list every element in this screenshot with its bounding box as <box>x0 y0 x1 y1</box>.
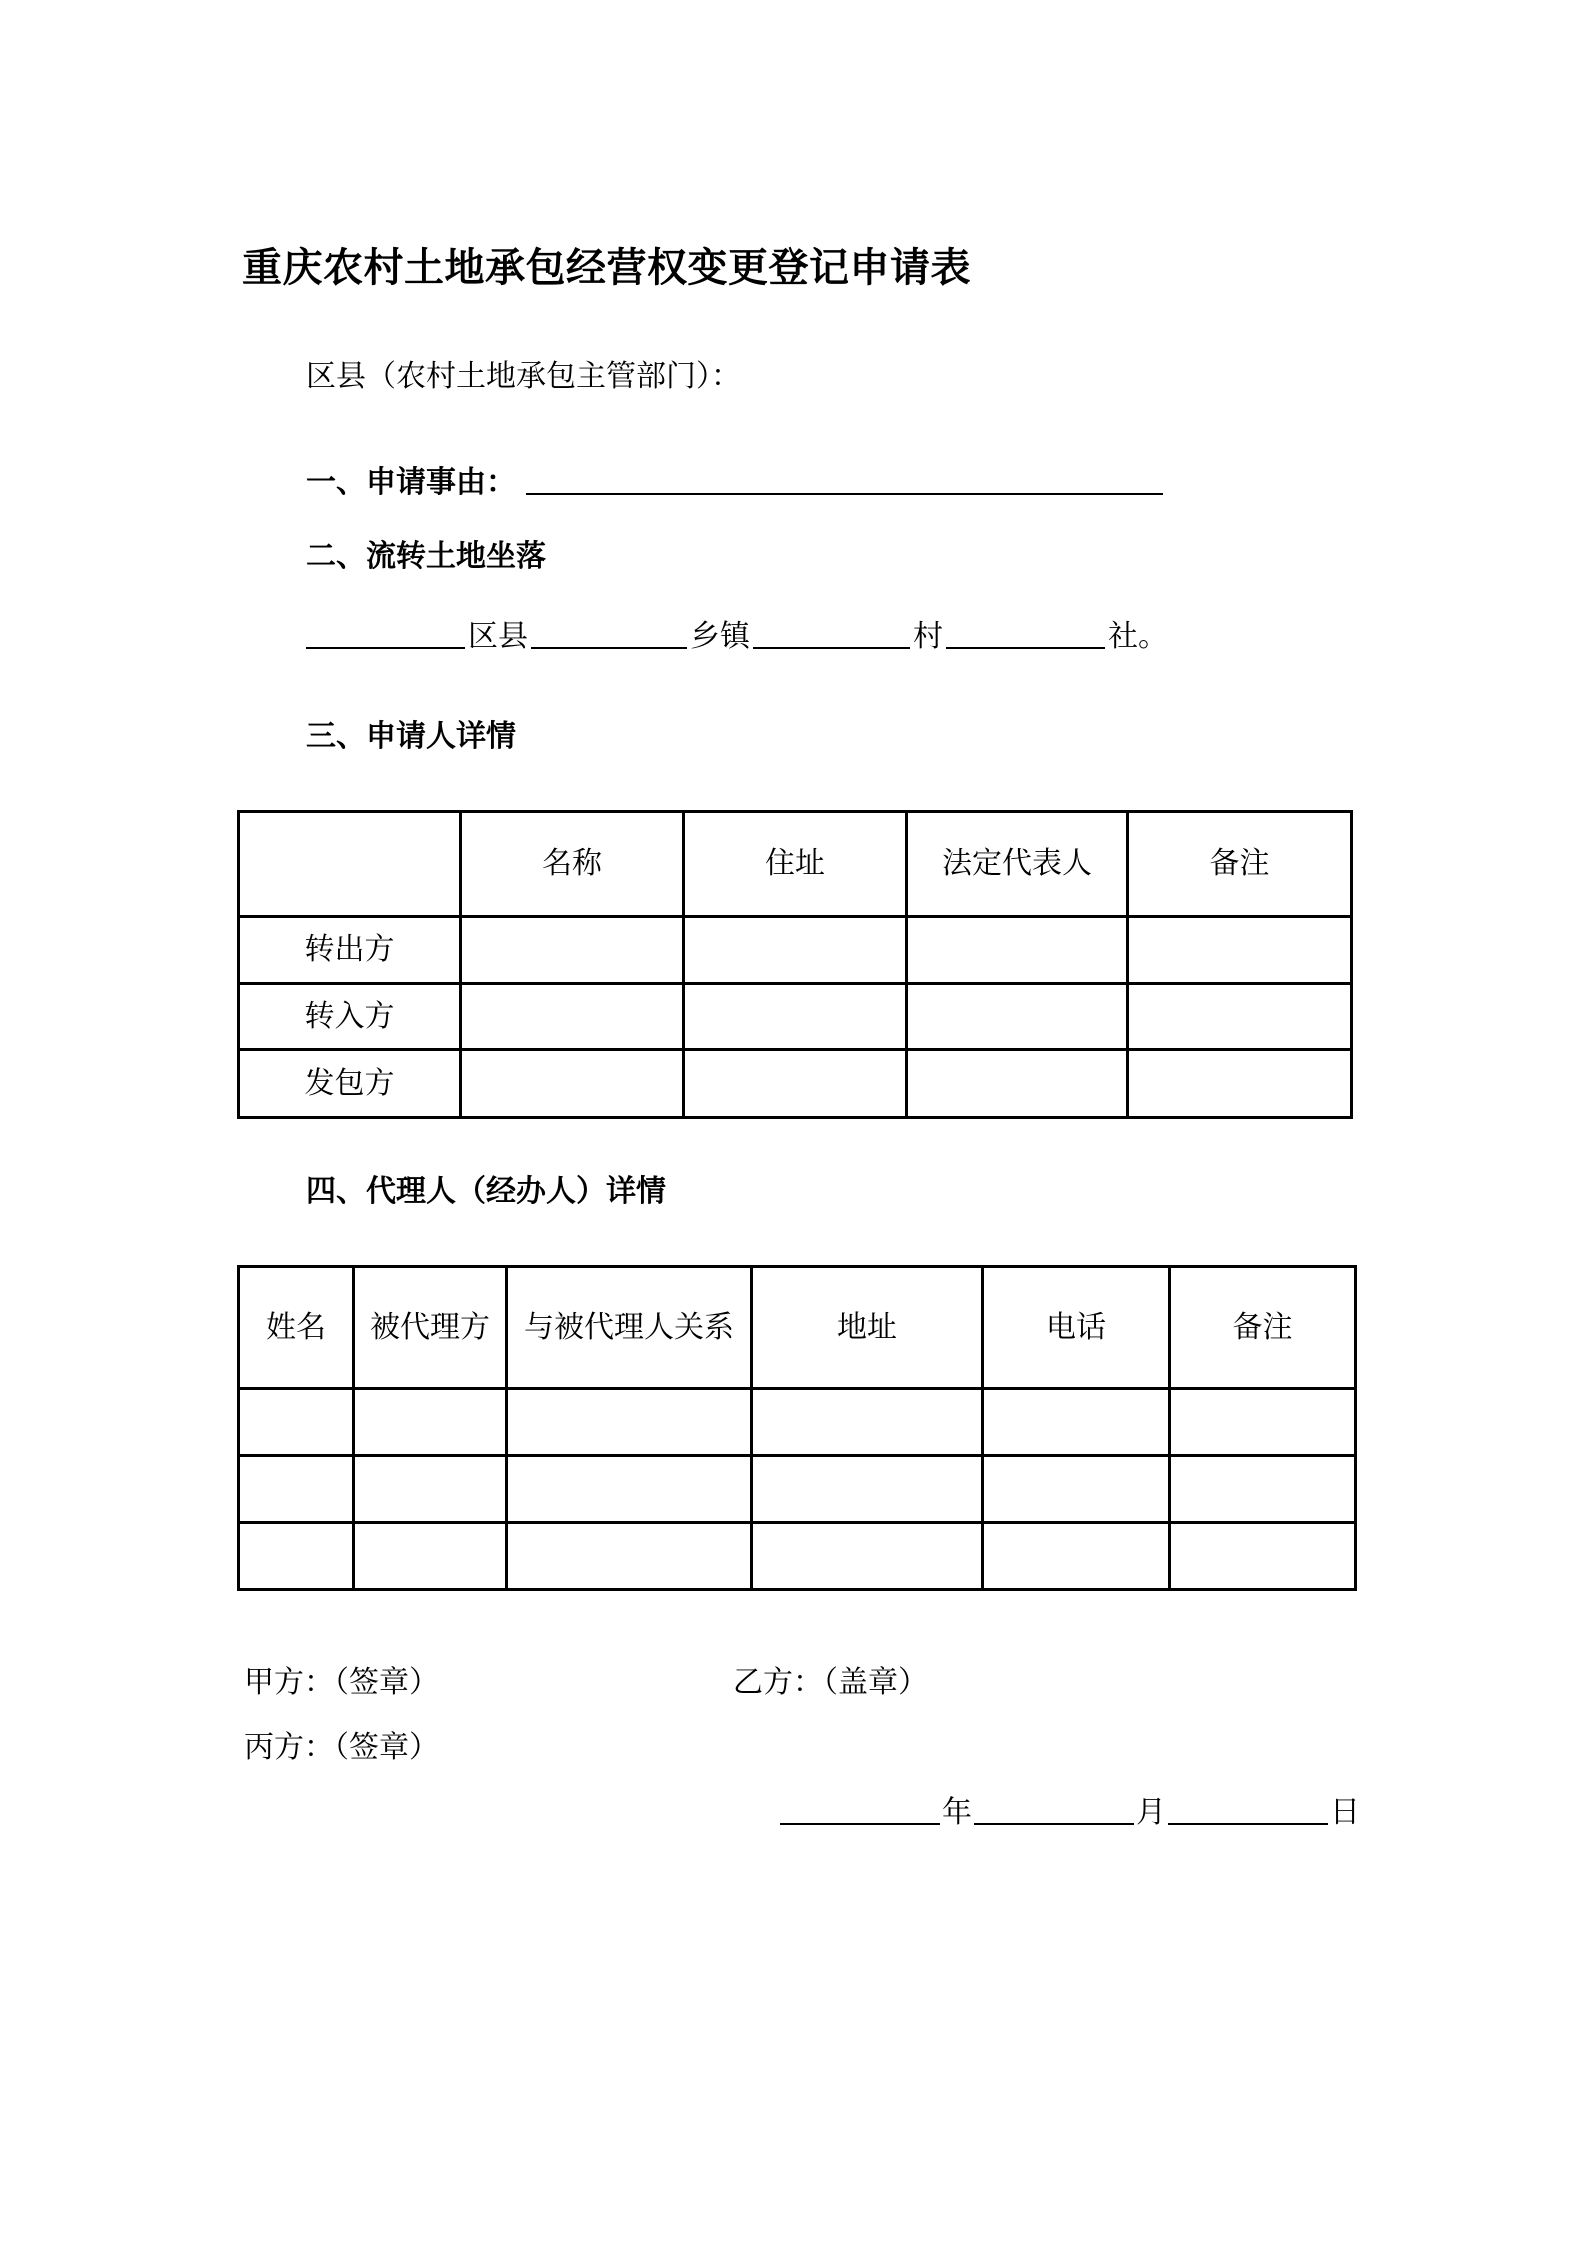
table-cell[interactable] <box>684 984 907 1050</box>
table-cell[interactable] <box>239 1456 354 1523</box>
location-row <box>306 619 1168 655</box>
table-row <box>239 1523 1356 1590</box>
table-cell[interactable] <box>907 917 1128 984</box>
table-cell[interactable] <box>354 1523 507 1590</box>
column-header-legal-rep: 法定代表人 <box>907 812 1128 917</box>
applicant-table <box>237 810 1353 1119</box>
table-cell[interactable] <box>752 1389 983 1456</box>
table-cell[interactable] <box>1128 917 1352 984</box>
table-row <box>239 1389 1356 1456</box>
table-cell[interactable] <box>983 1389 1170 1456</box>
agent-table <box>237 1265 1357 1591</box>
table-cell[interactable] <box>1128 984 1352 1050</box>
township-label: 乡镇 <box>690 620 750 653</box>
column-header-name: 名称 <box>461 812 684 917</box>
column-header-relationship: 与被代理人关系 <box>507 1267 752 1389</box>
agent-header-row <box>239 1267 1356 1389</box>
table-cell[interactable] <box>1128 1050 1352 1118</box>
column-header-name: 姓名 <box>239 1267 354 1389</box>
column-header-principal: 被代理方 <box>354 1267 507 1389</box>
table-cell[interactable] <box>507 1523 752 1590</box>
community-input[interactable] <box>946 619 1105 649</box>
table-cell[interactable] <box>752 1523 983 1590</box>
year-input[interactable] <box>780 1795 940 1825</box>
community-label: 社。 <box>1108 620 1168 653</box>
table-cell[interactable] <box>907 1050 1128 1118</box>
table-cell[interactable] <box>752 1456 983 1523</box>
column-header-remarks: 备注 <box>1128 812 1352 917</box>
column-header-remarks: 备注 <box>1170 1267 1356 1389</box>
date-row <box>780 1795 1360 1831</box>
table-row <box>239 1456 1356 1523</box>
column-header-address: 地址 <box>752 1267 983 1389</box>
year-label: 年 <box>942 1796 972 1829</box>
table-cell[interactable] <box>507 1389 752 1456</box>
table-cell[interactable] <box>239 1389 354 1456</box>
table-cell[interactable] <box>507 1456 752 1523</box>
section1-row <box>306 465 1163 501</box>
party-b-seal: 乙方：（盖章） <box>733 1666 928 1699</box>
table-cell[interactable] <box>907 984 1128 1050</box>
township-input[interactable] <box>531 619 687 649</box>
table-cell[interactable] <box>461 1050 684 1118</box>
table-cell[interactable] <box>1170 1523 1356 1590</box>
village-input[interactable] <box>753 619 910 649</box>
table-cell[interactable] <box>354 1389 507 1456</box>
row-label-transferor: 转出方 <box>239 917 461 984</box>
table-cell[interactable] <box>461 984 684 1050</box>
section2-label: 二、流转土地坐落 <box>306 540 546 573</box>
column-header-phone: 电话 <box>983 1267 1170 1389</box>
column-header-address: 住址 <box>684 812 907 917</box>
table-cell[interactable] <box>983 1456 1170 1523</box>
day-label: 日 <box>1330 1796 1360 1829</box>
applicant-header-row <box>239 812 1352 917</box>
day-input[interactable] <box>1168 1795 1328 1825</box>
table-row <box>239 917 1352 984</box>
table-cell[interactable] <box>1170 1456 1356 1523</box>
table-cell[interactable] <box>354 1456 507 1523</box>
district-input[interactable] <box>306 619 465 649</box>
section3-label: 三、申请人详情 <box>306 720 516 753</box>
table-row <box>239 1050 1352 1118</box>
document-title: 重庆农村土地承包经营权变更登记申请表 <box>242 246 971 290</box>
district-label: 区县 <box>468 620 528 653</box>
table-row <box>239 984 1352 1050</box>
table-cell[interactable] <box>461 917 684 984</box>
addressee: 区县（农村土地承包主管部门）： <box>306 360 741 393</box>
row-label-transferee: 转入方 <box>239 984 461 1050</box>
column-header <box>239 812 461 917</box>
village-label: 村 <box>913 620 943 653</box>
reason-input[interactable] <box>526 465 1163 495</box>
party-c-signature: 丙方：（签章） <box>244 1731 439 1764</box>
party-a-signature: 甲方：（签章） <box>244 1666 439 1699</box>
table-cell[interactable] <box>1170 1389 1356 1456</box>
month-input[interactable] <box>974 1795 1134 1825</box>
section4-label: 四、代理人（经办人）详情 <box>306 1175 666 1208</box>
table-cell[interactable] <box>983 1523 1170 1590</box>
section1-label: 一、申请事由： <box>306 466 516 499</box>
month-label: 月 <box>1136 1796 1166 1829</box>
table-cell[interactable] <box>684 1050 907 1118</box>
table-cell[interactable] <box>239 1523 354 1590</box>
row-label-contractor: 发包方 <box>239 1050 461 1118</box>
table-cell[interactable] <box>684 917 907 984</box>
